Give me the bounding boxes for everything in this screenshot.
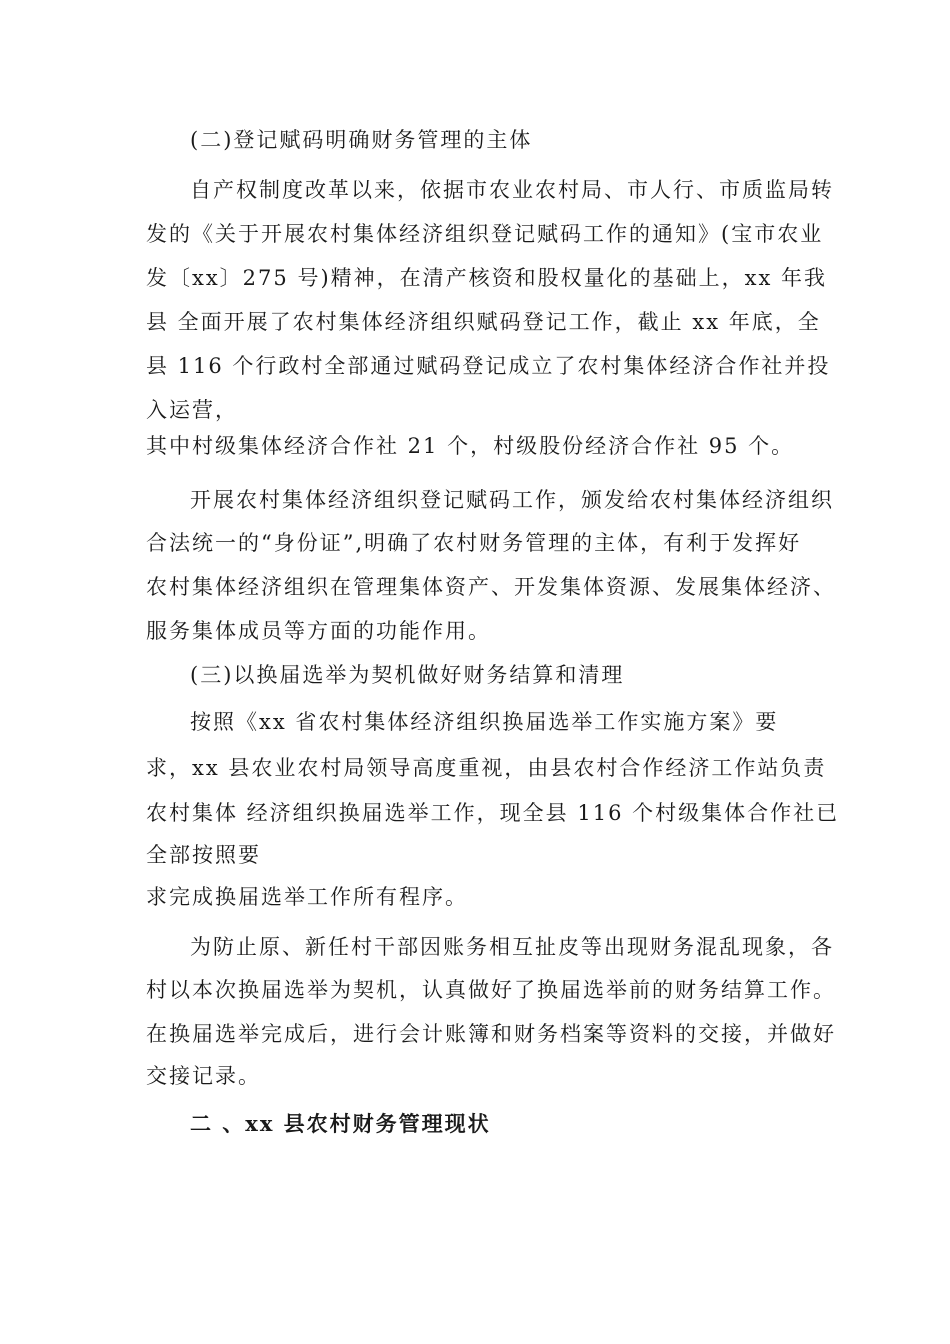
section-heading-3: (三)以换届选举为契机做好财务结算和清理	[190, 663, 625, 687]
paragraph-line: 县 全面开展了农村集体经济组织赋码登记工作，截止 xx 年底，全	[146, 310, 821, 334]
paragraph-line: 合法统一的“身份证”,明确了农村财务管理的主体，有利于发挥好	[146, 531, 802, 555]
paragraph-line: 农村集体经济组织在管理集体资产、开发集体资源、发展集体经济、	[146, 575, 836, 599]
paragraph-line: 入运营，	[146, 398, 238, 422]
paragraph-line: 其中村级集体经济合作社 21 个，村级股份经济合作社 95 个。	[146, 434, 795, 458]
paragraph-line: 全部按照要	[146, 843, 261, 867]
paragraph-line: 服务集体成员等方面的功能作用。	[146, 619, 491, 643]
paragraph-line: 村以本次换届选举为契机，认真做好了换届选举前的财务结算工作。	[146, 978, 836, 1002]
paragraph-line: 为防止原、新任村干部因账务相互扯皮等出现财务混乱现象，各	[190, 935, 834, 959]
paragraph-line: 交接记录。	[146, 1064, 261, 1088]
paragraph-line: 在换届选举完成后，进行会计账簿和财务档案等资料的交接，并做好	[146, 1022, 836, 1046]
paragraph-line: 发〔xx〕275 号)精神，在清产核资和股权量化的基础上，xx 年我	[146, 266, 827, 290]
paragraph-line: 开展农村集体经济组织登记赋码工作，颁发给农村集体经济组织	[190, 488, 834, 512]
paragraph-line: 自产权制度改革以来，依据市农业农村局、市人行、市质监局转	[190, 178, 834, 202]
paragraph-line: 农村集体 经济组织换届选举工作，现全县 116 个村级集体合作社已	[146, 801, 840, 825]
part-two-heading: 二 、xx 县农村财务管理现状	[190, 1111, 491, 1136]
paragraph-line: 按照《xx 省农村集体经济组织换届选举工作实施方案》要	[190, 710, 779, 734]
paragraph-line: 发的《关于开展农村集体经济组织登记赋码工作的通知》(宝市农业	[146, 222, 824, 246]
paragraph-line: 求，xx 县农业农村局领导高度重视，由县农村合作经济工作站负责	[146, 756, 827, 780]
paragraph-line: 求完成换届选举工作所有程序。	[146, 885, 468, 909]
section-heading-2: (二)登记赋码明确财务管理的主体	[190, 128, 533, 152]
paragraph-line: 县 116 个行政村全部通过赋码登记成立了农村集体经济合作社并投	[146, 354, 831, 378]
